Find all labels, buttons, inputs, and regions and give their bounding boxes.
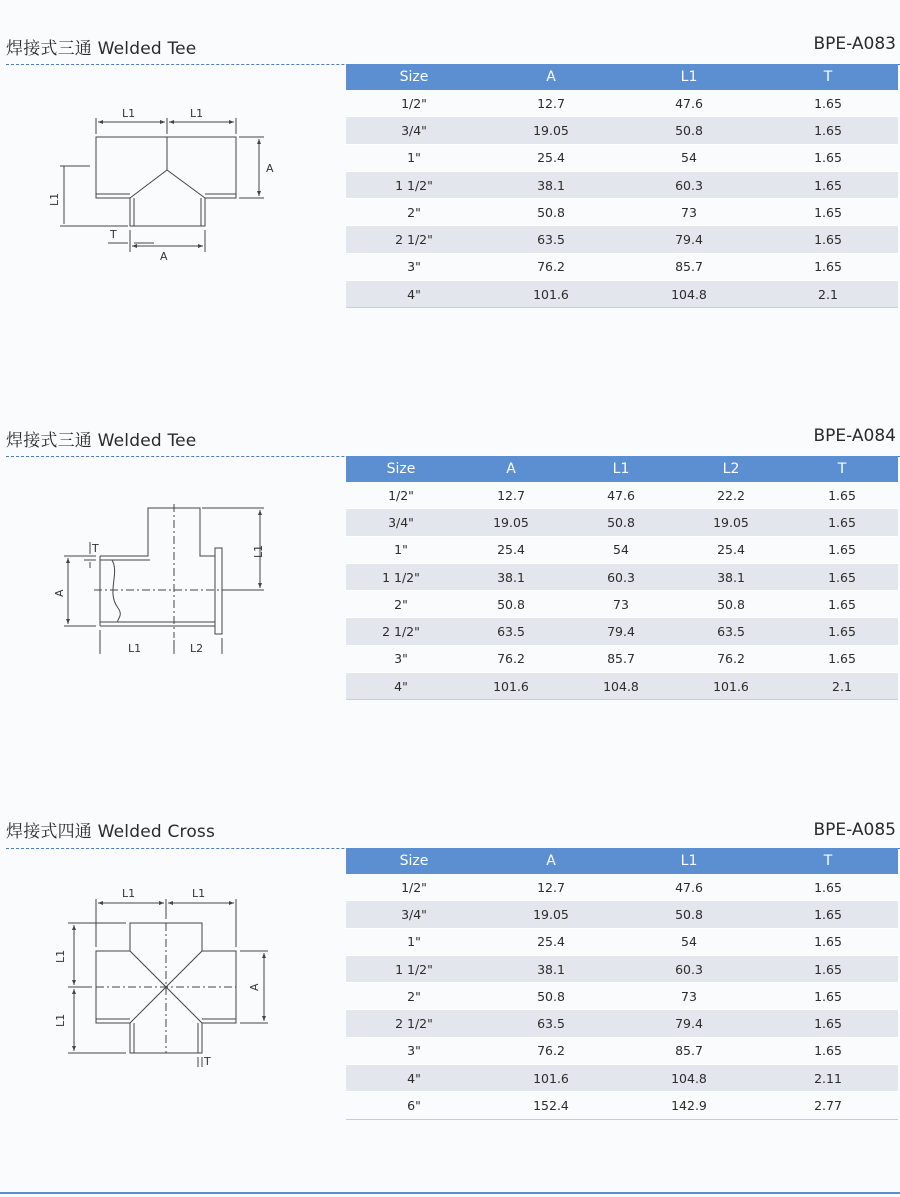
table-row — [346, 591, 898, 618]
table-header-row — [346, 456, 898, 482]
cell: 19.05 — [676, 509, 786, 536]
label-l1-right: L1 — [192, 887, 206, 900]
cell: 76.2 — [456, 645, 566, 672]
table-row — [346, 874, 898, 901]
cell: 1.65 — [758, 901, 898, 928]
cell: 73 — [566, 591, 676, 618]
header-a: A — [482, 64, 620, 90]
cell: 2 1/2" — [346, 618, 456, 645]
welded-cross-drawing — [48, 879, 288, 1069]
table-row — [346, 482, 898, 509]
cell: 2" — [346, 591, 456, 618]
cell: 19.05 — [456, 509, 566, 536]
table-row — [346, 645, 898, 672]
cell: 19.05 — [482, 901, 620, 928]
cell: 1" — [346, 928, 482, 955]
welded-tee-clamp-drawing — [50, 504, 280, 654]
cell: 3/4" — [346, 509, 456, 536]
cell: 2 1/2" — [346, 1010, 482, 1037]
header-l1: L1 — [620, 848, 758, 874]
header-size: Size — [346, 456, 456, 482]
label-t: T — [92, 542, 99, 555]
cell: 63.5 — [482, 226, 620, 253]
table-row — [346, 618, 898, 645]
cell: 1.65 — [758, 144, 898, 171]
cell: 1.65 — [758, 874, 898, 901]
cell: 50.8 — [620, 117, 758, 144]
spec-table — [346, 848, 898, 1120]
cell: 1.65 — [786, 482, 898, 509]
cell: 63.5 — [456, 618, 566, 645]
cell: 12.7 — [482, 874, 620, 901]
cell: 85.7 — [566, 645, 676, 672]
cell: 1.65 — [758, 983, 898, 1010]
cell: 2" — [346, 983, 482, 1010]
label-l1-side-bottom: L1 — [54, 1013, 67, 1027]
table-row — [346, 199, 898, 226]
cell: 47.6 — [566, 482, 676, 509]
cell: 54 — [566, 536, 676, 563]
cell: 60.3 — [620, 171, 758, 198]
table-row — [346, 1010, 898, 1037]
label-l1-bottom: L1 — [128, 642, 142, 654]
cell: 85.7 — [620, 253, 758, 280]
cell: 25.4 — [482, 928, 620, 955]
cell: 1.65 — [758, 199, 898, 226]
header-t: T — [758, 64, 898, 90]
cell: 1.65 — [758, 117, 898, 144]
header-l2: L2 — [676, 456, 786, 482]
cell: 38.1 — [482, 171, 620, 198]
cell: 22.2 — [676, 482, 786, 509]
cell: 1" — [346, 144, 482, 171]
table-row — [346, 117, 898, 144]
cell: 73 — [620, 983, 758, 1010]
cell: 1.65 — [786, 645, 898, 672]
cell: 12.7 — [456, 482, 566, 509]
cell: 6" — [346, 1092, 482, 1119]
label-l1-left: L1 — [122, 887, 136, 900]
cell: 50.8 — [482, 199, 620, 226]
cell: 4" — [346, 281, 482, 308]
section-title: 焊接式三通 Welded Tee — [6, 431, 197, 451]
section-title: 焊接式四通 Welded Cross — [6, 822, 216, 842]
product-code: BPE-A085 — [813, 820, 896, 840]
cell: 38.1 — [456, 563, 566, 590]
cell: 85.7 — [620, 1037, 758, 1064]
cell: 79.4 — [566, 618, 676, 645]
label-a-bottom: A — [160, 250, 168, 263]
page-bottom-rule — [0, 1192, 900, 1194]
table-row — [346, 509, 898, 536]
cell: 1.65 — [786, 536, 898, 563]
cell: 4" — [346, 673, 456, 700]
cell: 25.4 — [482, 144, 620, 171]
cell: 2.77 — [758, 1092, 898, 1119]
table-row — [346, 563, 898, 590]
product-code: BPE-A084 — [813, 426, 896, 446]
cell: 1" — [346, 536, 456, 563]
cell: 25.4 — [676, 536, 786, 563]
spec-table — [346, 64, 898, 308]
cell: 104.8 — [566, 673, 676, 700]
cell: 3" — [346, 1037, 482, 1064]
cell: 1.65 — [758, 1037, 898, 1064]
label-l1-side-top: L1 — [54, 949, 67, 963]
cell: 38.1 — [676, 563, 786, 590]
cell: 104.8 — [620, 281, 758, 308]
cell: 79.4 — [620, 226, 758, 253]
cell: 142.9 — [620, 1092, 758, 1119]
cell: 2 1/2" — [346, 226, 482, 253]
table-row — [346, 1065, 898, 1092]
cell: 1.65 — [758, 90, 898, 117]
cell: 101.6 — [456, 673, 566, 700]
table-row — [346, 253, 898, 280]
label-t: T — [110, 228, 117, 241]
cell: 1 1/2" — [346, 955, 482, 982]
cell: 1.65 — [758, 1010, 898, 1037]
table-header-row — [346, 64, 898, 90]
cell: 1.65 — [786, 563, 898, 590]
label-l1-left: L1 — [122, 107, 136, 120]
table-row — [346, 90, 898, 117]
cell: 2.1 — [758, 281, 898, 308]
cell: 60.3 — [620, 955, 758, 982]
table-row — [346, 1092, 898, 1119]
cell: 47.6 — [620, 90, 758, 117]
cell: 2" — [346, 199, 482, 226]
header-t: T — [758, 848, 898, 874]
cell: 152.4 — [482, 1092, 620, 1119]
label-l1-right: L1 — [252, 544, 265, 558]
header-t: T — [786, 456, 898, 482]
cell: 101.6 — [482, 281, 620, 308]
cell: 50.8 — [456, 591, 566, 618]
table-row — [346, 281, 898, 308]
label-a-left: A — [53, 589, 66, 597]
welded-tee-drawing — [40, 100, 290, 265]
table-row — [346, 171, 898, 198]
label-a-right: A — [266, 162, 274, 175]
cell: 1/2" — [346, 482, 456, 509]
cell: 1.65 — [786, 591, 898, 618]
header-a: A — [456, 456, 566, 482]
cell: 79.4 — [620, 1010, 758, 1037]
header-size: Size — [346, 848, 482, 874]
table-row — [346, 536, 898, 563]
cell: 54 — [620, 928, 758, 955]
section-title: 焊接式三通 Welded Tee — [6, 39, 197, 59]
cell: 1.65 — [758, 171, 898, 198]
cell: 1.65 — [758, 226, 898, 253]
cell: 1.65 — [758, 955, 898, 982]
cell: 4" — [346, 1065, 482, 1092]
cell: 76.2 — [482, 1037, 620, 1064]
cell: 19.05 — [482, 117, 620, 144]
table-row — [346, 226, 898, 253]
spec-table — [346, 456, 898, 700]
table-row — [346, 1037, 898, 1064]
cell: 50.8 — [676, 591, 786, 618]
label-l1-right: L1 — [190, 107, 204, 120]
cell: 50.8 — [482, 983, 620, 1010]
label-l1-side: L1 — [48, 192, 61, 206]
cell: 12.7 — [482, 90, 620, 117]
cell: 54 — [620, 144, 758, 171]
table-row — [346, 901, 898, 928]
cell: 50.8 — [566, 509, 676, 536]
label-l2-bottom: L2 — [190, 642, 204, 654]
cell: 101.6 — [482, 1065, 620, 1092]
header-size: Size — [346, 64, 482, 90]
table-row — [346, 144, 898, 171]
header-l1: L1 — [566, 456, 676, 482]
cell: 73 — [620, 199, 758, 226]
header-a: A — [482, 848, 620, 874]
product-code: BPE-A083 — [813, 34, 896, 54]
cell: 1.65 — [786, 618, 898, 645]
table-header-row — [346, 848, 898, 874]
cell: 2.1 — [786, 673, 898, 700]
cell: 63.5 — [482, 1010, 620, 1037]
cell: 76.2 — [482, 253, 620, 280]
cell: 1.65 — [758, 928, 898, 955]
cell: 1 1/2" — [346, 171, 482, 198]
label-t: T — [204, 1055, 211, 1068]
cell: 25.4 — [456, 536, 566, 563]
cell: 1/2" — [346, 874, 482, 901]
cell: 1 1/2" — [346, 563, 456, 590]
table-row — [346, 955, 898, 982]
cell: 3" — [346, 253, 482, 280]
cell: 50.8 — [620, 901, 758, 928]
cell: 63.5 — [676, 618, 786, 645]
label-a-right: A — [248, 983, 261, 991]
header-l1: L1 — [620, 64, 758, 90]
cell: 2.11 — [758, 1065, 898, 1092]
cell: 38.1 — [482, 955, 620, 982]
cell: 1.65 — [786, 509, 898, 536]
cell: 3/4" — [346, 117, 482, 144]
cell: 101.6 — [676, 673, 786, 700]
cell: 76.2 — [676, 645, 786, 672]
cell: 104.8 — [620, 1065, 758, 1092]
cell: 1/2" — [346, 90, 482, 117]
cell: 3/4" — [346, 901, 482, 928]
table-row — [346, 983, 898, 1010]
cell: 3" — [346, 645, 456, 672]
cell: 47.6 — [620, 874, 758, 901]
table-row — [346, 928, 898, 955]
table-row — [346, 673, 898, 700]
cell: 1.65 — [758, 253, 898, 280]
cell: 60.3 — [566, 563, 676, 590]
